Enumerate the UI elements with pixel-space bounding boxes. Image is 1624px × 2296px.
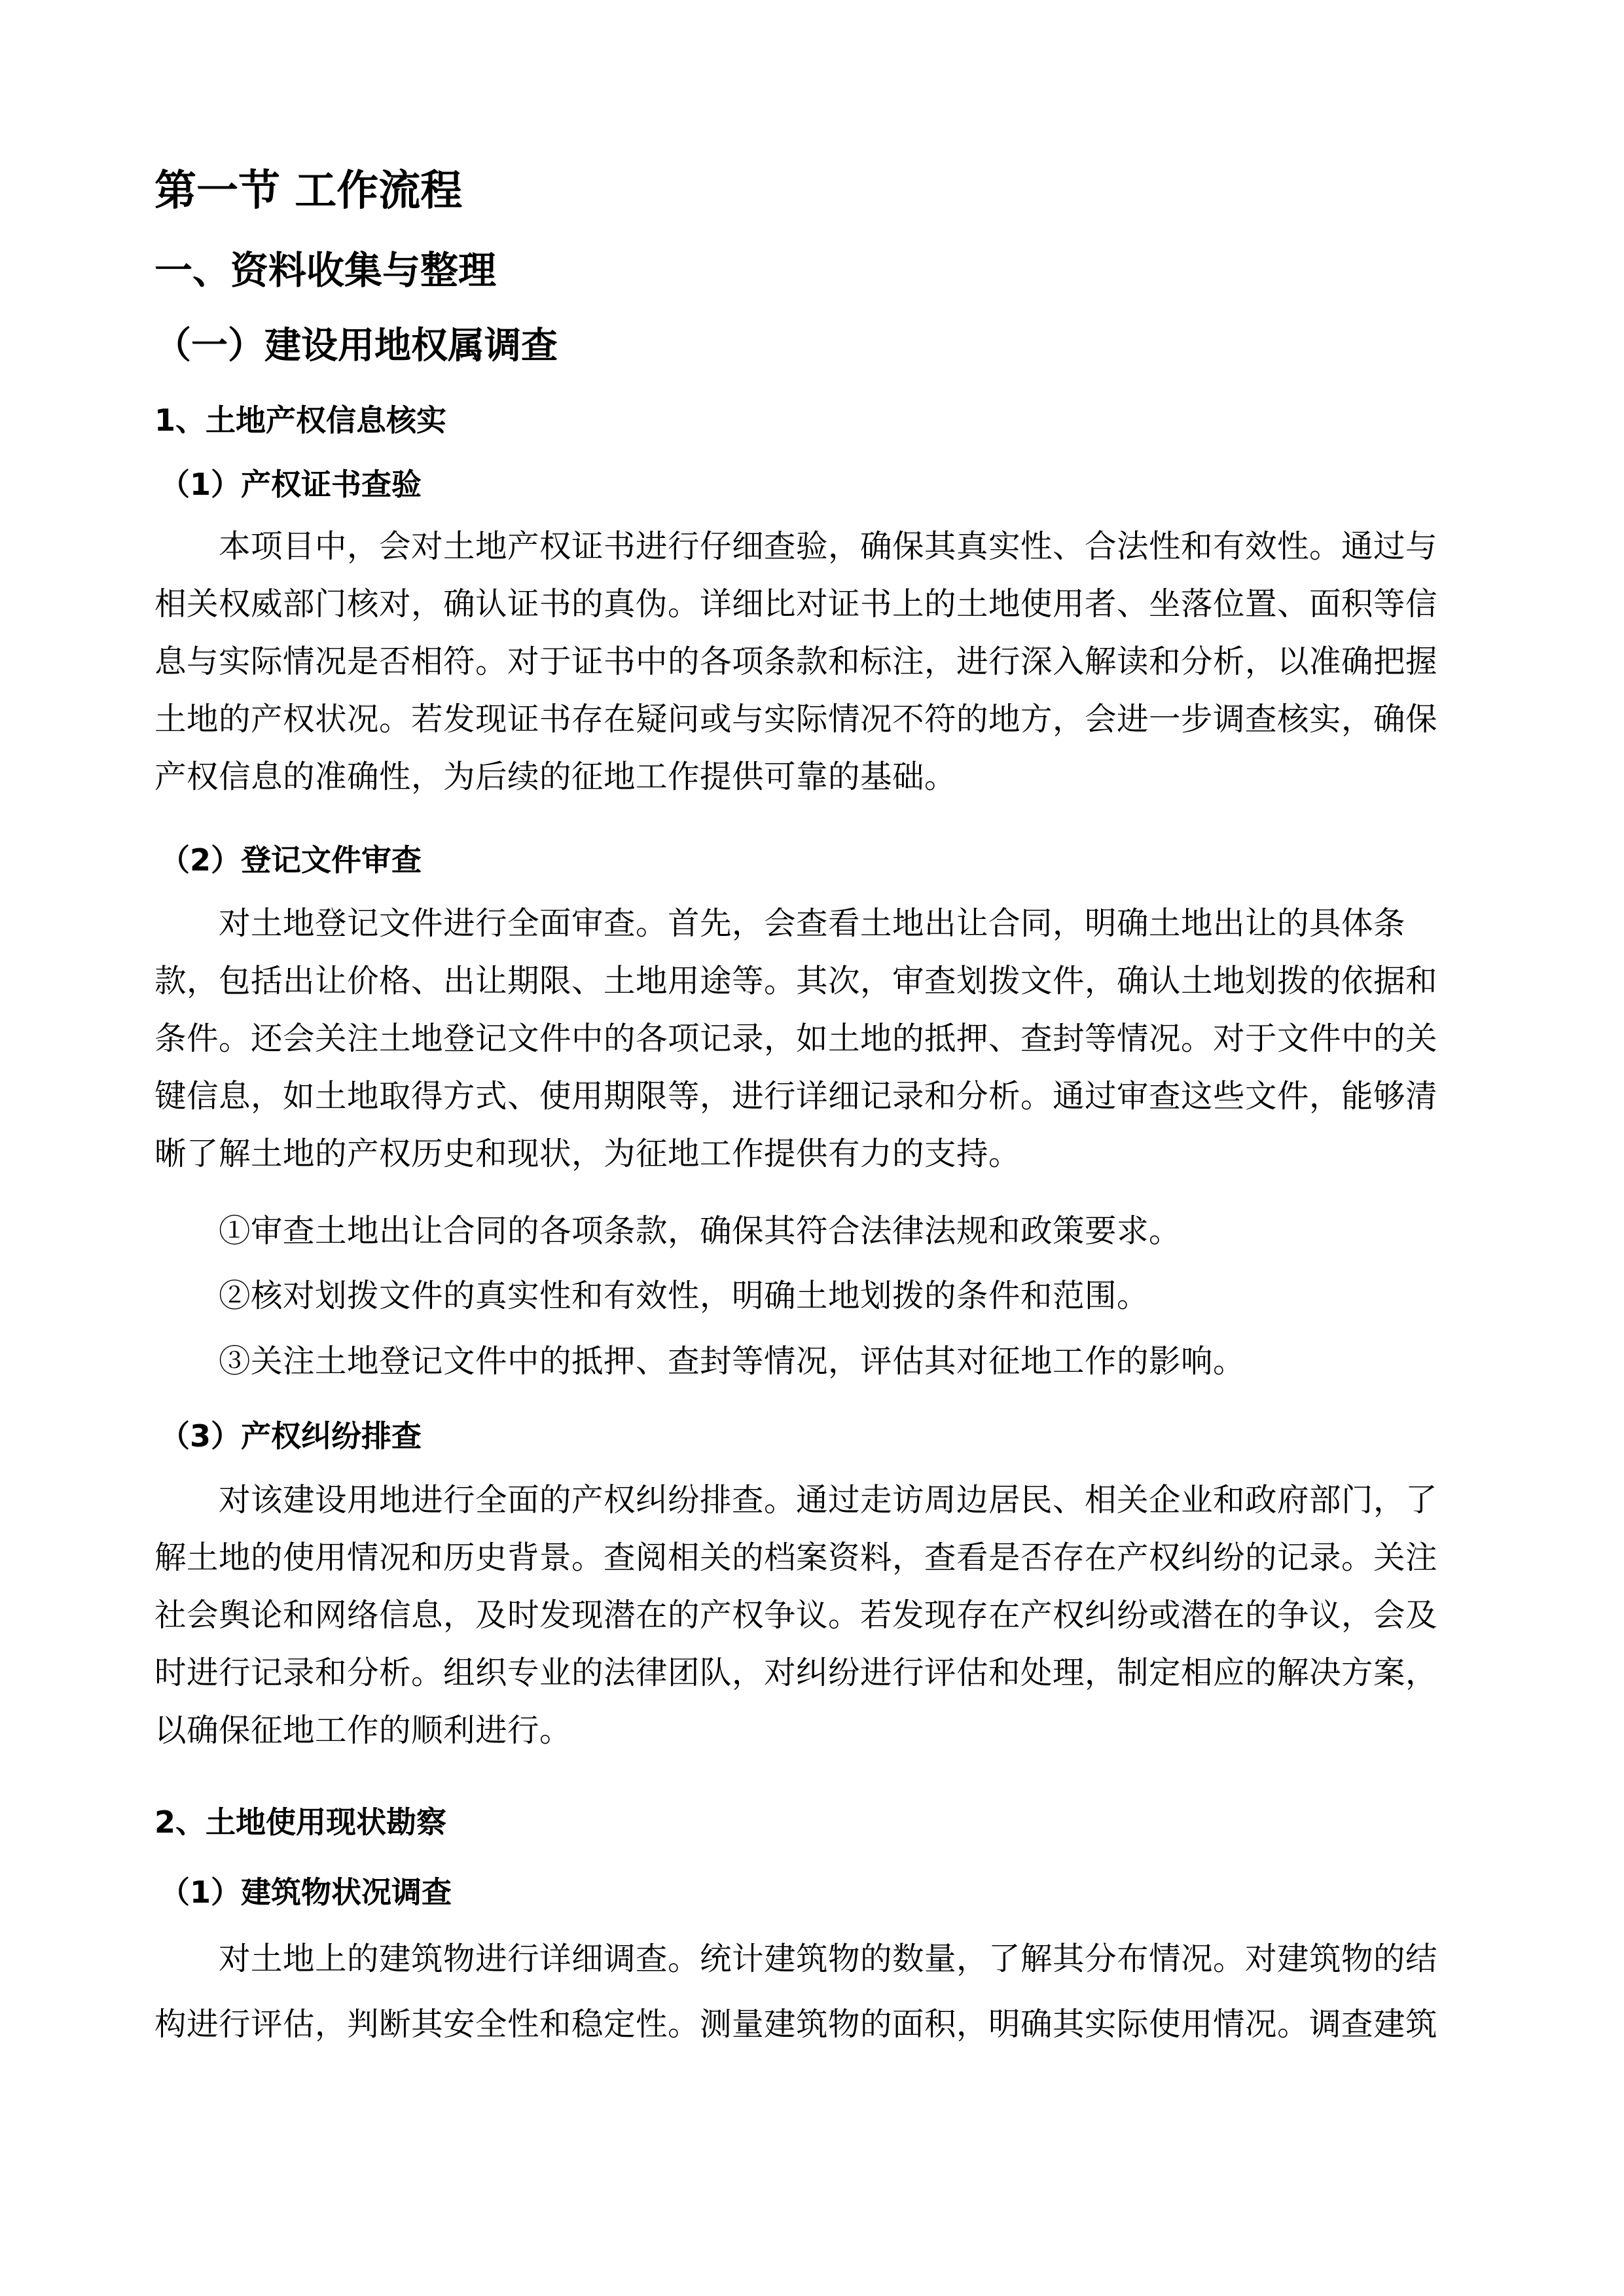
paragraph-line: 产权信息的准确性，为后续的征地工作提供可靠的基础。 (154, 759, 957, 795)
paragraph-line: 款，包括出让价格、出让期限、土地用途等。其次，审查划拨文件，确认土地划拨的依据和 (154, 963, 1438, 999)
part1-heading: 1、土地产权信息核实 (154, 403, 447, 438)
list-item: ③关注土地登记文件中的抵押、查封等情况，评估其对征地工作的影响。 (219, 1343, 1246, 1380)
paragraph-line: 条件。还会关注土地登记文件中的各项记录，如土地的抵押、查封等情况。对于文件中的关 (154, 1020, 1438, 1057)
subchapter-title: （一）建设用地权属调查 (154, 325, 558, 367)
paragraph-line: 相关权威部门核对，确认证书的真伪。详细比对证书上的土地使用者、坐落位置、面积等信 (154, 586, 1438, 622)
paragraph-line: 晰了解土地的产权历史和现状，为征地工作提供有力的支持。 (154, 1136, 1021, 1172)
part1-item3-heading: （3）产权纠纷排查 (160, 1418, 422, 1454)
paragraph-line: 键信息，如土地取得方式、使用期限等，进行详细记录和分析。通过审查这些文件，能够清 (154, 1078, 1438, 1115)
paragraph-line: 时进行记录和分析。组织专业的法律团队，对纠纷进行评估和处理，制定相应的解决方案， (154, 1655, 1438, 1691)
paragraph-line: 以确保征地工作的顺利进行。 (154, 1712, 572, 1749)
list-item: ①审查土地出让合同的各项条款，确保其符合法律法规和政策要求。 (219, 1213, 1182, 1249)
part2-item1-heading: （1）建筑物状况调查 (160, 1874, 452, 1910)
paragraph-line: 对土地上的建筑物进行详细调查。统计建筑物的数量，了解其分布情况。对建筑物的结 (219, 1941, 1438, 1977)
paragraph-line: 息与实际情况是否相符。对于证书中的各项条款和标注，进行深入解读和分析，以准确把握 (154, 643, 1438, 680)
section-title: 第一节 工作流程 (154, 167, 463, 215)
chapter-title: 一、资料收集与整理 (154, 248, 497, 293)
paragraph-line: 对该建设用地进行全面的产权纠纷排查。通过走访周边居民、相关企业和政府部门，了 (219, 1482, 1438, 1518)
part1-item2-heading: （2）登记文件审查 (160, 842, 422, 878)
part1-item1-heading: （1）产权证书查验 (160, 467, 422, 502)
paragraph-line: 构进行评估，判断其安全性和稳定性。测量建筑物的面积，明确其实际使用情况。调查建筑 (154, 2006, 1438, 2043)
paragraph-line: 本项目中，会对土地产权证书进行仔细查验，确保其真实性、合法性和有效性。通过与 (219, 528, 1438, 565)
list-item: ②核对划拨文件的真实性和有效性，明确土地划拨的条件和范围。 (219, 1278, 1149, 1314)
part2-heading: 2、土地使用现状勘察 (154, 1804, 447, 1840)
paragraph-line: 解土地的使用情况和历史背景。查阅相关的档案资料，查看是否存在产权纠纷的记录。关注 (154, 1539, 1438, 1576)
paragraph-line: 对土地登记文件进行全面审查。首先，会查看土地出让合同，明确土地出让的具体条 (219, 905, 1406, 942)
paragraph-line: 土地的产权状况。若发现证书存在疑问或与实际情况不符的地方，会进一步调查核实，确保 (154, 701, 1438, 738)
paragraph-line: 社会舆论和网络信息，及时发现潜在的产权争议。若发现存在产权纠纷或潜在的争议，会及 (154, 1597, 1438, 1634)
